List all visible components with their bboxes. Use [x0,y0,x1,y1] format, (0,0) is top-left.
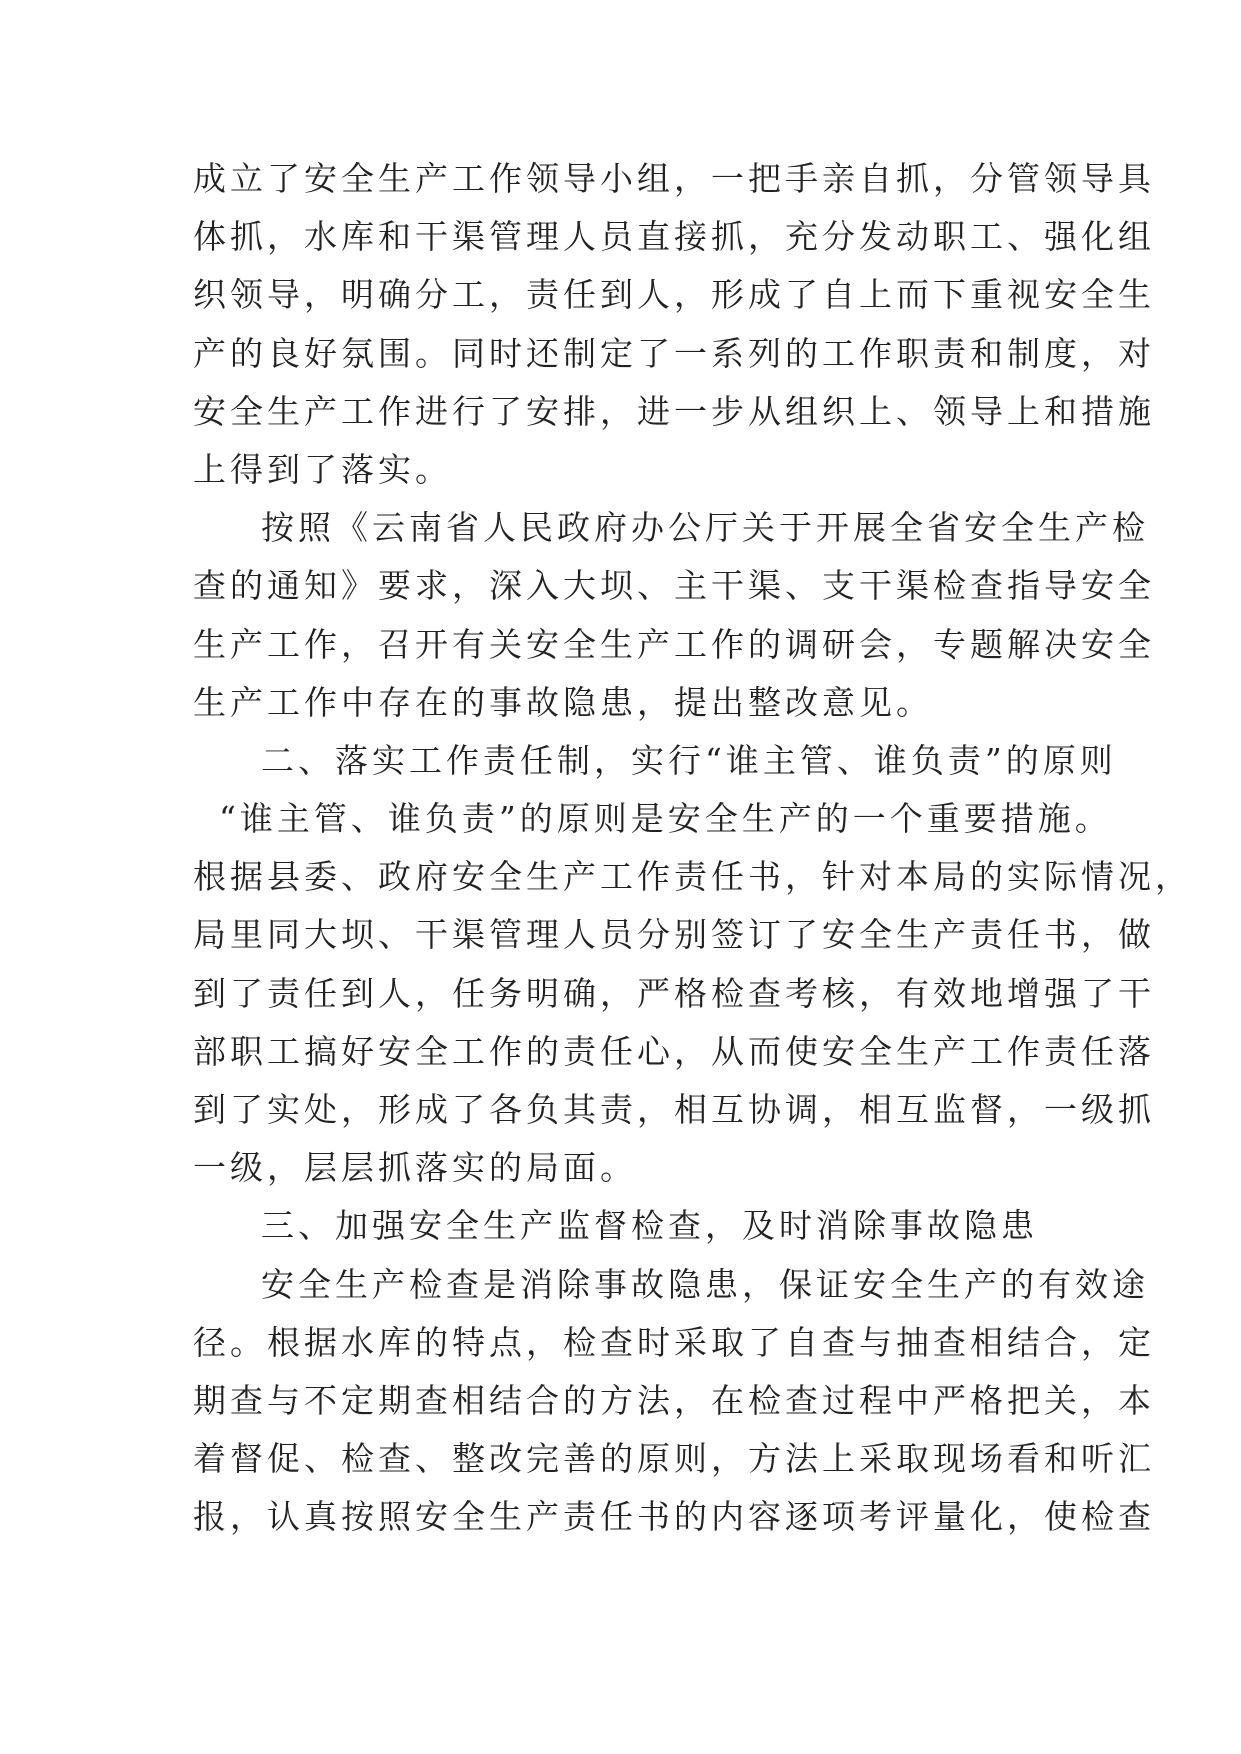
text-line: 到了实处，形成了各负其责，相互协调，相互监督，一级抓 [193,1090,1155,1129]
text-line: 安全生产检查是消除事故隐患，保证安全生产的有效途 [261,1264,1149,1304]
text-line: 按照《云南省人民政府办公厅关于开展全省安全生产检 [261,508,1149,548]
text-line: 一级，层层抓落实的局面。 [193,1148,637,1188]
text-line: 体抓，水库和干渠管理人员直接抓，充分发动职工、强化组 [193,217,1155,257]
text-line: 部职工搞好安全工作的责任心，从而使安全生产工作责任落 [193,1031,1155,1071]
text-line: 产的良好氛围。同时还制定了一系列的工作职责和制度，对 [193,333,1155,373]
text-line: 根据县委、政府安全生产工作责任书，针对本局的实际情况， [193,857,1192,897]
section-heading: 二、落实工作责任制，实行“谁主管、谁负责”的原则 [261,740,1117,780]
text-line: 径。根据水库的特点，检查时采取了自查与抽查相结合，定 [193,1322,1155,1362]
section-heading: 三、加强安全生产监督检查，及时消除事故隐患 [261,1206,1038,1246]
heading-section-two [193,732,1117,790]
text-line: 织领导，明确分工，责任到人，形成了自上而下重视安全生 [193,275,1155,315]
text-line: 上得到了落实。 [193,449,452,489]
paragraph-leadership-group [193,150,1155,499]
paragraph-provincial-notice [193,499,1155,732]
paragraph-safety-inspection [193,1256,1155,1547]
document-body [193,150,1192,1547]
text-line: 成立了安全生产工作领导小组，一把手亲自抓，分管领导具 [193,159,1155,198]
text-line: 生产工作中存在的事故隐患，提出整改意见。 [193,682,933,722]
text-line: 到了责任到人，任务明确，严格检查考核，有效地增强了干 [193,973,1155,1013]
text-line: “谁主管、谁负责”的原则是安全生产的一个重要措施。 [219,799,1112,839]
text-line: 查的通知》要求，深入大坝、主干渠、支干渠检查指导安全 [193,566,1155,606]
text-line: 生产工作，召开有关安全生产工作的调研会，专题解决安全 [193,624,1155,664]
text-line: 局里同大坝、干渠管理人员分别签订了安全生产责任书，做 [193,915,1155,955]
paragraph-responsibility-principle [193,790,1192,1197]
text-line: 报，认真按照安全生产责任书的内容逐项考评量化，使检查 [193,1497,1155,1537]
text-line: 期查与不定期查相结合的方法，在检查过程中严格把关，本 [193,1380,1155,1420]
heading-section-three [193,1197,1053,1255]
text-line: 安全生产工作进行了安排，进一步从组织上、领导上和措施 [193,391,1155,431]
text-line: 着督促、检查、整改完善的原则，方法上采取现场看和听汇 [193,1439,1155,1479]
